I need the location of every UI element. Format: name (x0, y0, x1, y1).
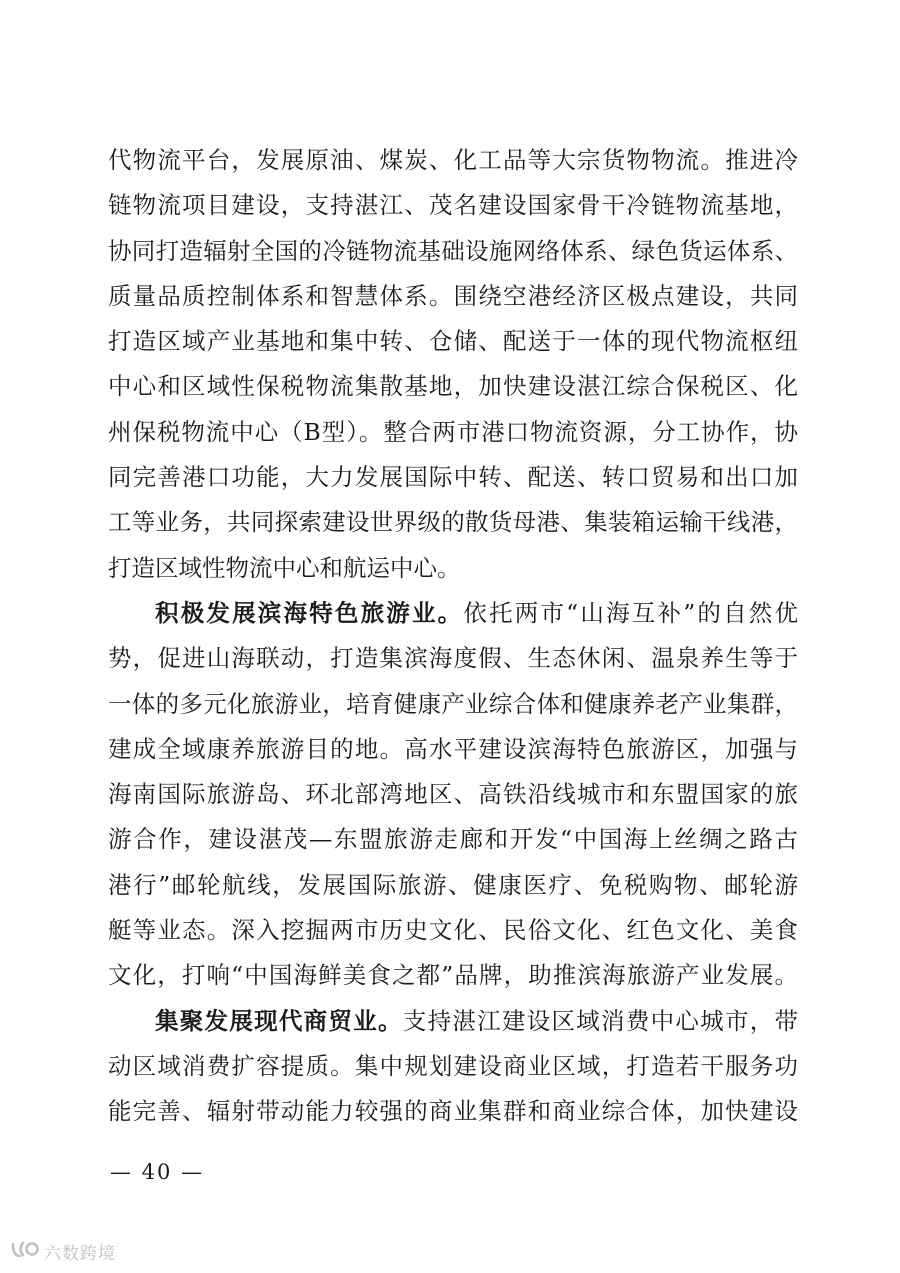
text-line (108, 455, 798, 500)
line-text: 建成全域康养旅游目的地。高水平建设滨海特色旅游区，加强与 (108, 734, 798, 763)
ic-logo-icon (10, 1238, 40, 1264)
line-text: 一体的多元化旅游业，培育健康产业综合体和健康养老产业集群， (108, 689, 798, 718)
line-text: 打造区域产业基地和集中转、仓储、配送于一体的现代物流枢纽 (108, 327, 798, 356)
line-text: 动区域消费扩容提质。集中规划建设商业区域，打造若干服务功 (108, 1051, 798, 1080)
line-text: 工等业务，共同探索建设世界级的散货母港、集装箱运输干线港， (108, 508, 798, 537)
line-text: 同完善港口功能，大力发展国际中转、配送、转口贸易和出口加 (108, 463, 798, 492)
text-line (108, 183, 798, 228)
paragraph-heading: 积极发展滨海特色旅游业。 (155, 598, 464, 627)
line-text: 港行”邮轮航线，发展国际旅游、健康医疗、免税购物、邮轮游 (108, 870, 798, 899)
text-line (108, 138, 798, 183)
text-line (108, 636, 798, 681)
line-text: 海南国际旅游岛、环北部湾地区、高铁沿线城市和东盟国家的旅 (108, 780, 798, 809)
line-text: 州保税物流中心（B型）。整合两市港口物流资源，分工协作，协 (108, 417, 798, 446)
line-text: 势，促进山海联动，打造集滨海度假、生态休闲、温泉养生等于 (108, 644, 798, 673)
line-text: 代物流平台，发展原油、煤炭、化工品等大宗货物物流。推进冷 (108, 146, 798, 174)
paragraph-heading: 集聚发展现代商贸业。 (155, 1006, 403, 1035)
text-line (108, 953, 798, 998)
text-line (108, 727, 798, 772)
text-line (108, 817, 798, 862)
text-line (108, 999, 798, 1044)
text-line (108, 908, 798, 953)
watermark (10, 1238, 116, 1264)
line-text: 质量品质控制体系和智慧体系。围绕空港经济区极点建设，共同 (108, 281, 798, 310)
text-line (108, 364, 798, 409)
text-line (108, 319, 798, 364)
text-line (108, 546, 798, 591)
line-text: 依托两市“山海互补”的自然优 (463, 598, 798, 627)
line-text: 能完善、辐射带动能力较强的商业集群和商业综合体，加快建设 (108, 1097, 798, 1126)
text-line (108, 500, 798, 545)
text-line (108, 229, 798, 274)
body-text (108, 138, 798, 1135)
line-text: 支持湛江建设区域消费中心城市，带 (402, 1006, 798, 1035)
watermark-text: 六数跨境 (44, 1243, 116, 1264)
line-text: 艇等业态。深入挖掘两市历史文化、民俗文化、红色文化、美食 (108, 916, 798, 945)
text-line (108, 863, 798, 908)
text-line (108, 1089, 798, 1134)
line-text: 文化，打响“中国海鲜美食之都”品牌，助推滨海旅游产业发展。 (108, 961, 798, 990)
text-line (108, 682, 798, 727)
line-text: 协同打造辐射全国的冷链物流基础设施网络体系、绿色货运体系、 (108, 236, 798, 265)
text-line (108, 1044, 798, 1089)
text-line (108, 772, 798, 817)
line-text: 打造区域性物流中心和航运中心。 (108, 553, 461, 582)
line-text: 中心和区域性保税物流集散基地，加快建设湛江综合保税区、化 (108, 372, 798, 401)
page-number: — 40 — (110, 1160, 205, 1184)
text-line (108, 410, 798, 455)
text-line (108, 591, 798, 636)
line-text: 链物流项目建设，支持湛江、茂名建设国家骨干冷链物流基地， (108, 191, 798, 220)
line-text: 游合作，建设湛茂—东盟旅游走廊和开发“中国海上丝绸之路古 (108, 825, 798, 854)
text-line (108, 274, 798, 319)
